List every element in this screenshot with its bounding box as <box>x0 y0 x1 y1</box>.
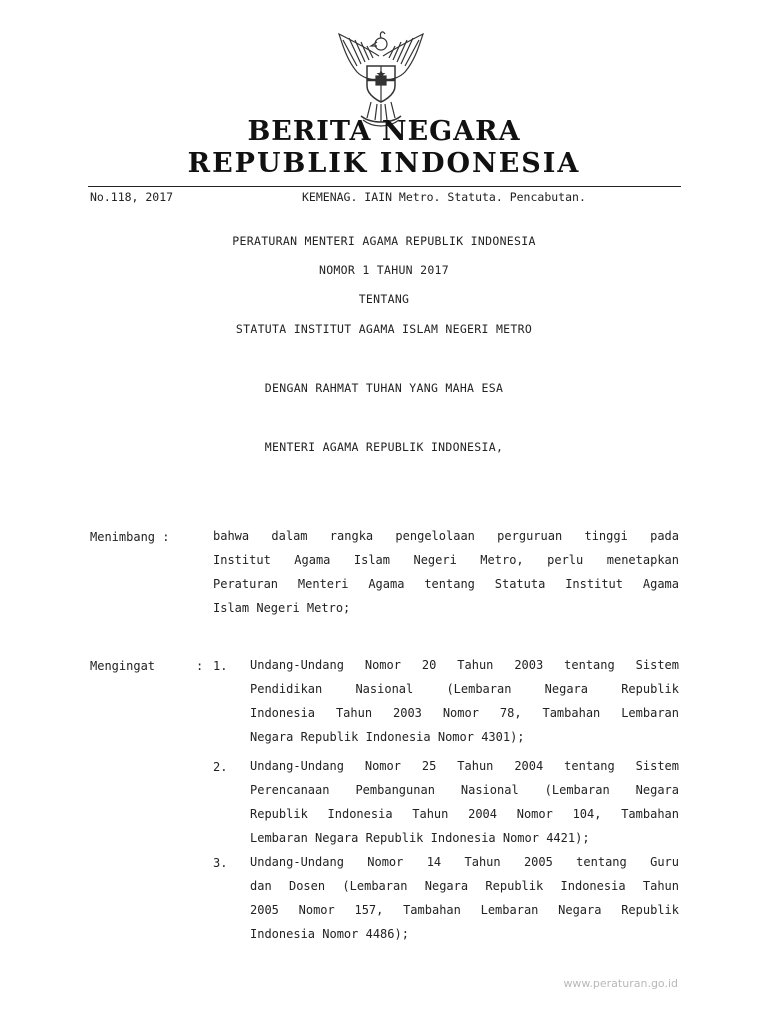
list-item <box>250 754 679 850</box>
paragraph-line: Indonesia Tahun 2003 Nomor 78, Tambahan Lembaran <box>250 706 679 720</box>
paragraph-line: Perencanaan Pembangunan Nasional (Lembaran Negara <box>250 783 679 797</box>
issuing-authority: MENTERI AGAMA REPUBLIK INDONESIA, <box>264 440 504 454</box>
mengingat-label: Mengingat <box>90 659 156 673</box>
paragraph-line: dan Dosen (Lembaran Negara Republik Indonesia Tahun <box>250 879 679 893</box>
paragraph-line: Institut Agama Islam Negeri Metro, perlu menetapkan <box>213 553 679 567</box>
footer-url[interactable]: www.peraturan.go.id <box>563 977 678 990</box>
garuda-emblem-icon <box>333 26 429 130</box>
list-item-number: 1. <box>213 659 228 673</box>
menimbang-label: Menimbang : <box>90 530 170 544</box>
document-number: No.118, 2017 <box>90 190 174 204</box>
header-divider <box>88 186 681 187</box>
list-item <box>250 653 679 749</box>
list-item-number: 3. <box>213 856 228 870</box>
paragraph-line: Indonesia Nomor 4486); <box>250 927 409 941</box>
list-item <box>250 850 679 946</box>
masthead-subtitle: REPUBLIK INDONESIA <box>187 148 581 179</box>
regulation-number: NOMOR 1 TAHUN 2017 <box>318 263 450 277</box>
paragraph-line: Republik Indonesia Tahun 2004 Nomor 104, Tambahan <box>250 807 679 821</box>
paragraph-line: Lembaran Negara Republik Indonesia Nomor 4421); <box>250 831 590 845</box>
regulation-subject: STATUTA INSTITUT AGAMA ISLAM NEGERI METRO <box>235 322 533 336</box>
list-item-number: 2. <box>213 760 228 774</box>
mengingat-colon: : <box>196 659 204 673</box>
regulation-title: PERATURAN MENTERI AGAMA REPUBLIK INDONESIA <box>232 234 536 248</box>
paragraph-line: Negara Republik Indonesia Nomor 4301); <box>250 730 525 744</box>
paragraph-line: Undang-Undang Nomor 20 Tahun 2003 tentang Sistem <box>250 658 679 672</box>
document-subject: KEMENAG. IAIN Metro. Statuta. Pencabutan. <box>302 190 586 204</box>
masthead-title: BERITA NEGARA <box>247 116 521 147</box>
paragraph-line: 2005 Nomor 157, Tambahan Lembaran Negara Republik <box>250 903 679 917</box>
paragraph-line: Pendidikan Nasional (Lembaran Negara Republik <box>250 682 679 696</box>
paragraph-line: bahwa dalam rangka pengelolaan perguruan tinggi pada <box>213 529 679 543</box>
paragraph-line: Islam Negeri Metro; <box>213 601 351 615</box>
paragraph-line: Peraturan Menteri Agama tentang Statuta Institut Agama <box>213 577 679 591</box>
regulation-about: TENTANG <box>358 292 410 306</box>
paragraph-line: Undang-Undang Nomor 14 Tahun 2005 tentang Guru <box>250 855 679 869</box>
paragraph-line: Undang-Undang Nomor 25 Tahun 2004 tentang Sistem <box>250 759 679 773</box>
preamble-invocation: DENGAN RAHMAT TUHAN YANG MAHA ESA <box>264 381 504 395</box>
menimbang-paragraph <box>213 524 679 620</box>
